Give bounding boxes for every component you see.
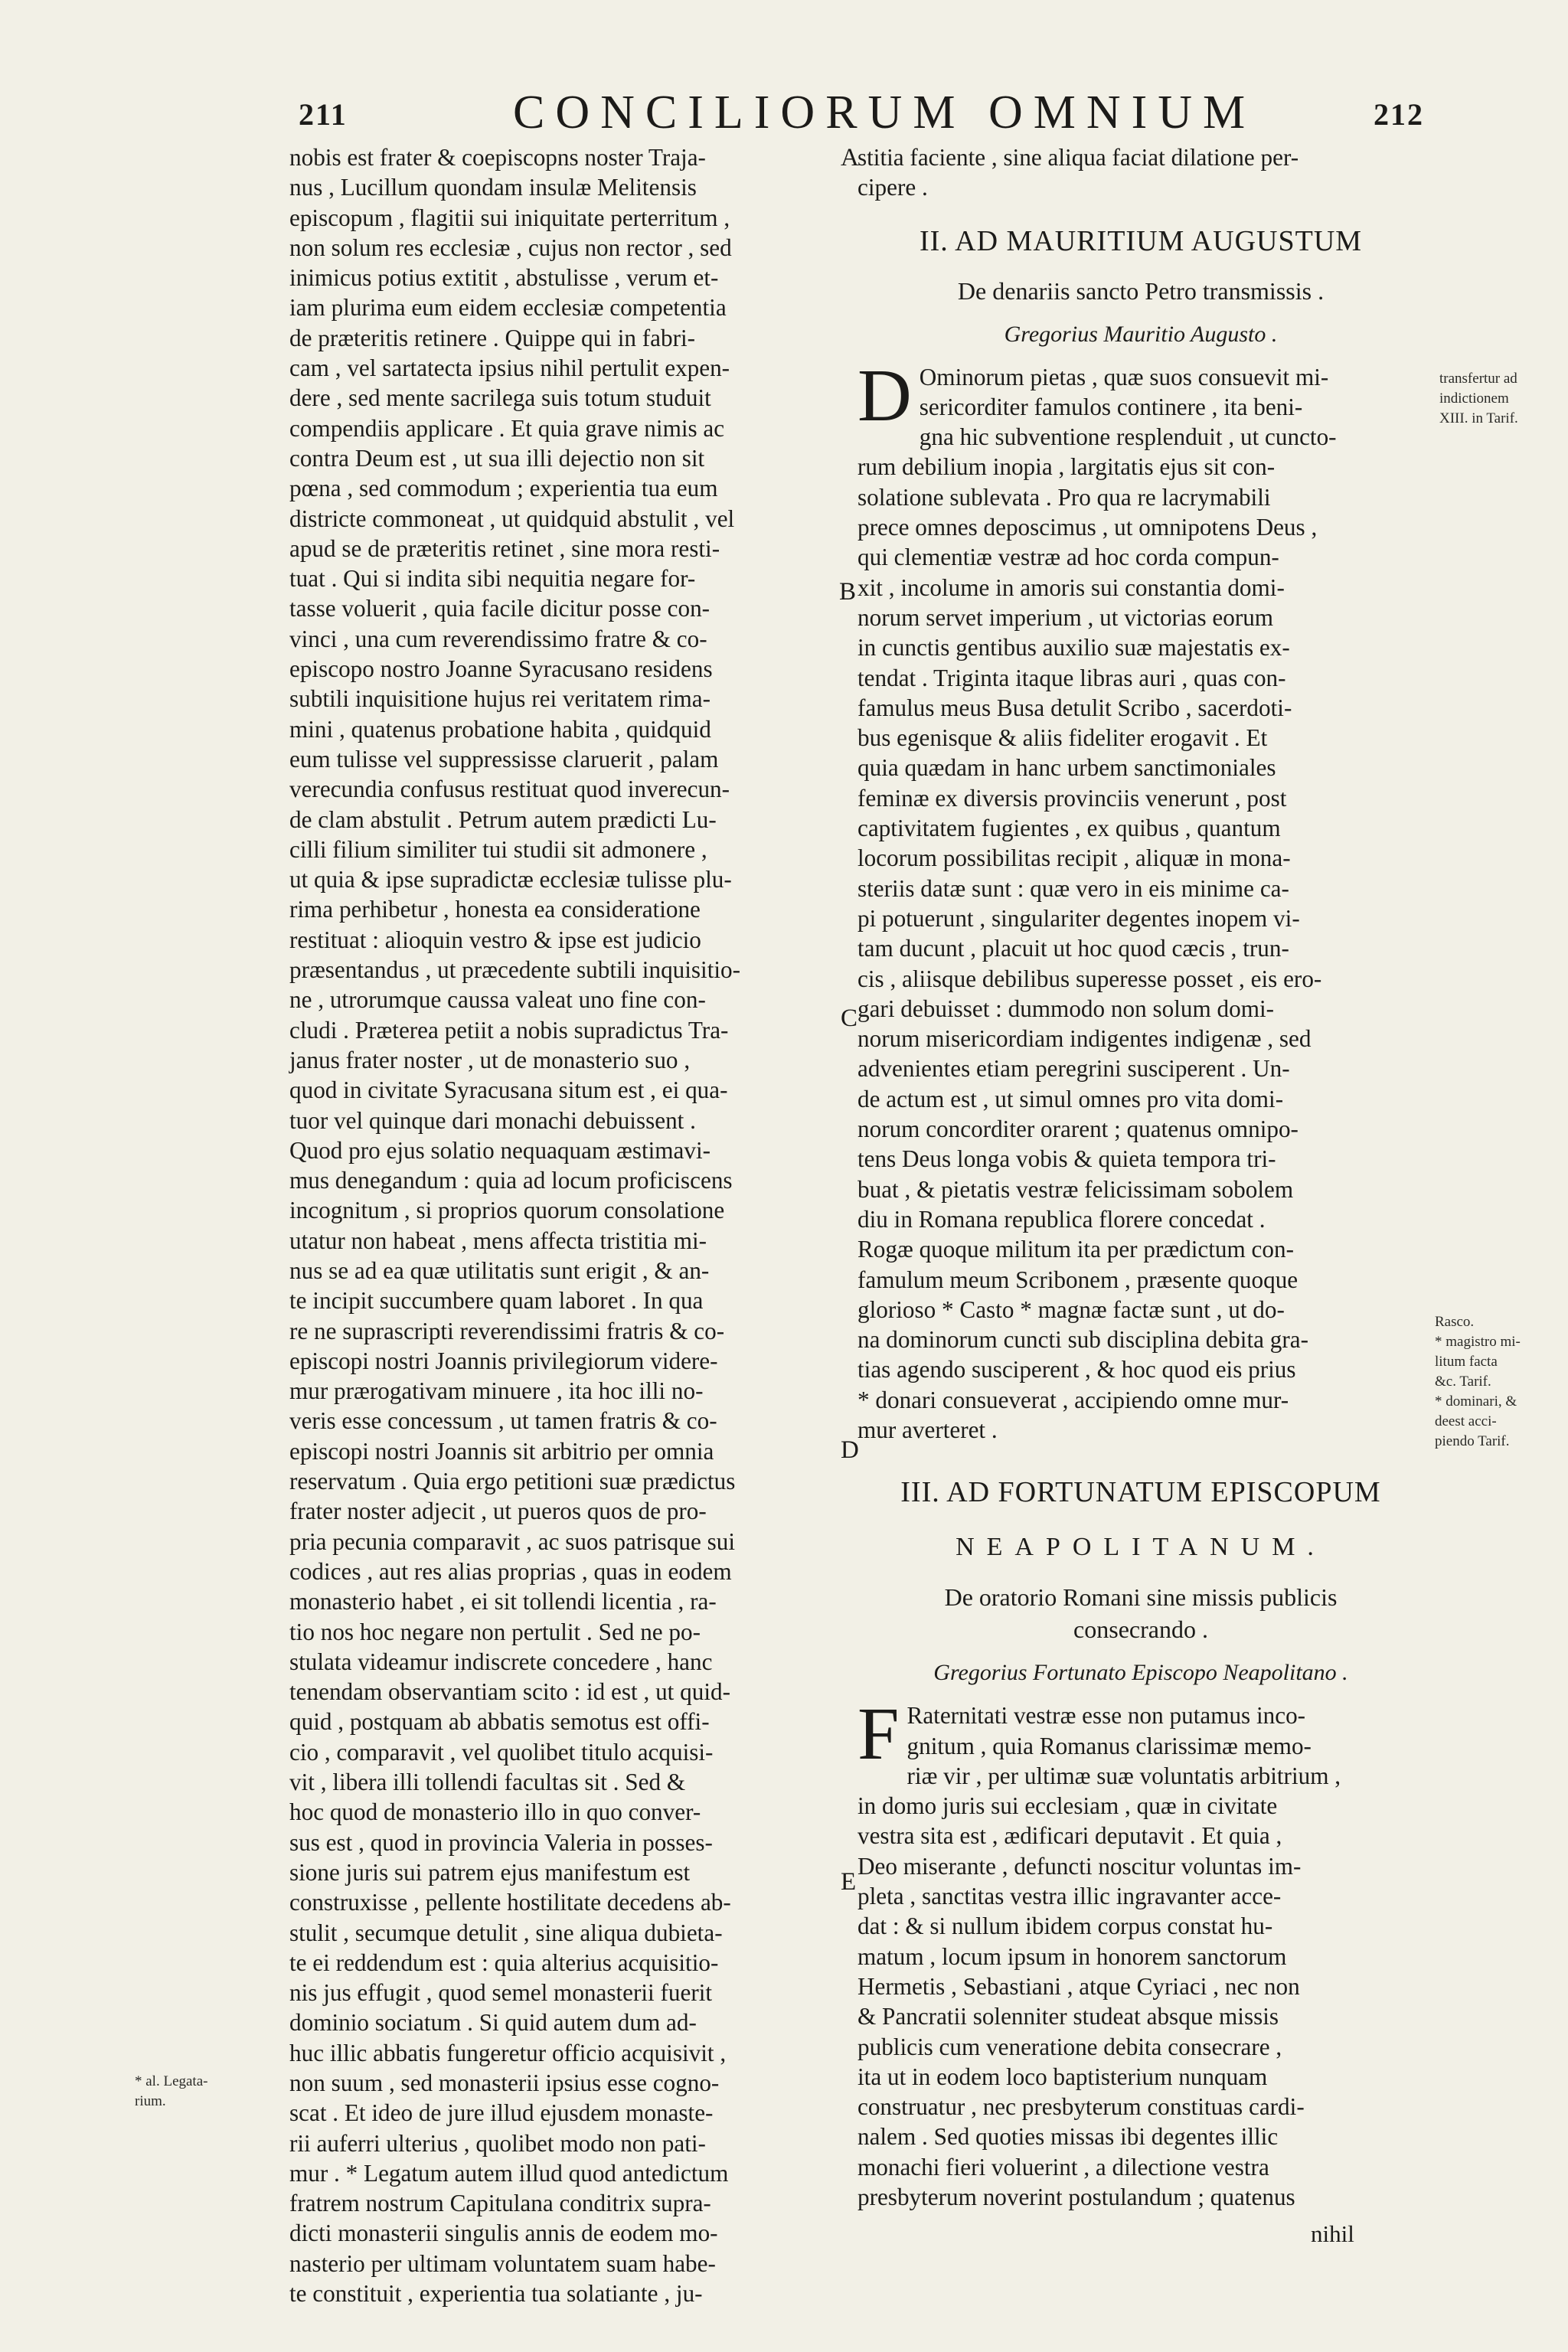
text-line: norum servet imperium , ut victorias eorum	[858, 603, 1274, 631]
text-line: apud se de præteritis retinet , sine mora resti-	[289, 534, 720, 562]
text-line: re ne suprascripti reverendissimi fratris & co-	[289, 1317, 725, 1344]
margin-note-legatarium: * al. Legata- rium.	[135, 2073, 208, 2109]
section-marker-e: E	[841, 1868, 857, 1896]
text-line: quia quædam in hanc urbem sanctimoniales	[858, 754, 1276, 782]
text-line: famulus meus Busa detulit Scribo , sacerdoti-	[858, 694, 1292, 721]
text-line: steriis datæ sunt : quæ vero in eis minime ca-	[858, 874, 1289, 902]
text-line: veris esse concessum , ut tamen fratris & co-	[289, 1407, 717, 1435]
text-line: Raternitati vestræ esse non putamus inco-	[906, 1702, 1306, 1730]
text-line: Rogæ quoque militum ita per prædictum con-	[858, 1236, 1294, 1263]
text-line: locorum possibilitas recipit , aliquæ in mona-	[858, 844, 1291, 872]
text-line: gnitum , quia Romanus clarissimæ memo-	[906, 1732, 1312, 1759]
right-column-continuation	[858, 142, 1424, 203]
page-number-left: 211	[299, 97, 348, 132]
text-line: rii auferri ulterius , quolibet modo non pati-	[289, 2129, 706, 2157]
text-line: verecundia confusus restituat quod inverecun-	[289, 776, 730, 803]
text-line: na dominorum cuncti sub disciplina debita gra-	[858, 1326, 1308, 1354]
section-marker-d: D	[841, 1436, 859, 1464]
text-line: tio nos hoc negare non pertulit . Sed ne po-	[289, 1618, 701, 1645]
section-subtitle-ii: De denariis sancto Petro transmissis .	[957, 276, 1325, 305]
text-line: nus se ad ea quæ utilitatis sunt erigit , & an-	[289, 1256, 710, 1284]
text-line: districte commoneat , ut quidquid abstulit , vel	[289, 505, 735, 532]
margin-note-transfertur: transfertur ad indictionem XIII. in Tarif.	[1439, 371, 1518, 426]
salutation-iii: Gregorius Fortunato Episcopo Neapolitano .	[933, 1660, 1348, 1686]
text-line: nis jus effugit , quod semel monasterii fuerit	[289, 1979, 713, 2007]
section-marker-c: C	[841, 1004, 858, 1032]
text-line: norum concorditer orarent ; quatenus omnipo-	[858, 1116, 1298, 1143]
text-line: sione juris sui patrem ejus manifestum est	[289, 1858, 691, 1886]
text-line: nobis est frater & coepiscopns noster Traja-	[289, 144, 706, 171]
text-line: bus egenisque & aliis fideliter erogavit . Et	[858, 724, 1268, 752]
text-line: hoc quod de monasterio illo in quo conver-	[289, 1798, 701, 1826]
text-line: Hermetis , Sebastiani , atque Cyriaci , nec non	[858, 1972, 1300, 2000]
text-line: te ei reddendum est : quia alterius acquisitio-	[289, 1949, 719, 1976]
page-number-right: 212	[1374, 97, 1424, 132]
text-line: publicis cum veneratione debita consecrare ,	[858, 2033, 1282, 2060]
text-line: inimicus potius extitit , abstulisse , verum et-	[289, 264, 719, 292]
text-line: monasterio habet , ei sit tollendi licentia , ra-	[289, 1588, 717, 1615]
text-line: ut quia & ipse supradictæ ecclesiæ tulisse plu-	[289, 866, 732, 893]
text-line: sericorditer famulos continere , ita beni-	[919, 393, 1303, 420]
text-line: feminæ ex diversis provinciis venerunt , post	[858, 784, 1287, 812]
text-line: famulum meum Scribonem , præsente quoque	[858, 1266, 1298, 1293]
text-line: reservatum . Quia ergo petitioni suæ prædictus	[289, 1468, 736, 1495]
text-line: pœna , sed commodum ; experientia tua eum	[289, 475, 718, 502]
text-line: de præteritis retinere . Quippe qui in fabri-	[289, 324, 696, 351]
text-line: episcopo nostro Joanne Syracusano residens	[289, 655, 713, 683]
text-line: huc illic abbatis fungeretur officio acquisivit ,	[289, 2039, 727, 2066]
text-line: pi potuerunt , singulariter degentes inopem vi-	[858, 904, 1300, 932]
running-header	[291, 86, 1424, 147]
text-line: te incipit succumbere quam laboret . In qua	[289, 1287, 704, 1315]
text-line: quid , postquam ab abbatis semotus est offi-	[289, 1708, 710, 1736]
text-line: cio , comparavit , vel quolibet titulo acquisi-	[289, 1738, 714, 1766]
text-line: vestra sita est , ædificari deputavit . Et quia ,	[858, 1822, 1282, 1850]
text-line: solatione sublevata . Pro qua re lacrymabili	[858, 483, 1271, 511]
text-line: scat . Et ideo de jure illud ejusdem monaste-	[289, 2099, 714, 2127]
section-marker-b: B	[839, 578, 857, 606]
text-line: pleta , sanctitas vestra illic ingravanter acce-	[858, 1883, 1282, 1910]
running-title: CONCILIORUM OMNIUM	[513, 87, 1256, 139]
text-line: & Pancratii solenniter studeat absque missis	[858, 2003, 1279, 2030]
section-subtitle-iii-line2: consecrando .	[1073, 1615, 1208, 1644]
drop-cap-f: F	[858, 1693, 900, 1776]
text-line: janus frater noster , ut de monasterio suo ,	[289, 1046, 691, 1073]
text-line: non solum res ecclesiæ , cujus non rector , sed	[289, 234, 732, 261]
section-body-ii	[858, 354, 1424, 1446]
text-line: vit , libera illi tollendi facultas sit . Sed &	[289, 1769, 686, 1796]
text-line: construxisse , pellente hostilitate decedens ab-	[289, 1889, 731, 1916]
text-line: sus est , quod in provincia Valeria in posses-	[289, 1828, 713, 1856]
text-line: diu in Romana republica florere concedat .	[858, 1205, 1266, 1233]
text-line: xit , incolume in amoris sui constantia domi-	[858, 573, 1285, 601]
text-line: Quod pro ejus solatio nequaquam æstimavi-	[289, 1136, 711, 1164]
text-line: cilli filium similiter tui studii sit admonere ,	[289, 835, 707, 863]
text-line: ne , utrorumque caussa valeat uno fine con-	[289, 986, 706, 1014]
text-line: stitia faciente , sine aliqua faciat dilatione per-	[858, 144, 1299, 171]
text-line: in domo juris sui ecclesiam , quæ in civitate	[858, 1792, 1278, 1820]
text-line: rum debilium inopia , largitatis ejus sit con-	[858, 453, 1276, 481]
text-line: monachi fieri voluerint , a dilectione vestra	[858, 2153, 1269, 2180]
text-line: episcopi nostri Joannis sit arbitrio per omnia	[289, 1437, 714, 1465]
text-line: buat , & pietatis vestræ felicissimam sobolem	[858, 1175, 1294, 1203]
text-line: iam plurima eum eidem ecclesiæ competentia	[289, 294, 727, 322]
text-line: dicti monasterii singulis annis de eodem mo-	[289, 2220, 718, 2247]
section-heading-ii: II. AD MAURITIUM AUGUSTUM	[919, 224, 1363, 257]
text-line: dominio sociatum . Si quid autem dum ad-	[289, 2009, 697, 2037]
text-line: mur prærogativam minuere , ita hoc illi no-	[289, 1377, 704, 1405]
text-line: prece omnes deposcimus , ut omnipotens Deus ,	[858, 514, 1318, 541]
text-line: utatur non habeat , mens affecta tristitia mi-	[289, 1227, 707, 1254]
text-line: riæ vir , per ultimæ suæ voluntatis arbitrium ,	[906, 1762, 1341, 1789]
text-line: episcopum , flagitii sui iniquitate perterritum ,	[289, 204, 730, 231]
text-line: compendiis applicare . Et quia grave nimis ac	[289, 414, 725, 442]
text-line: tens Deus longa vobis & quieta tempora tri-	[858, 1145, 1276, 1173]
text-line: pria pecunia comparavit , ac suos patrisque sui	[289, 1527, 735, 1555]
text-line: quod in civitate Syracusana situm est , ei qua-	[289, 1076, 728, 1104]
text-line: tasse voluerit , quia facile dicitur posse con-	[289, 595, 710, 622]
text-line: norum misericordiam indigentes indigenæ , sed	[858, 1025, 1312, 1053]
text-line: dat : & si nullum ibidem corpus constat hu-	[858, 1913, 1273, 1940]
text-line: nalem . Sed quoties missas ibi degentes illic	[858, 2123, 1279, 2151]
text-line: captivitatem fugientes , ex quibus , quantum	[858, 815, 1281, 842]
section-heading-iii: III. AD FORTUNATUM EPISCOPUM	[900, 1476, 1381, 1509]
text-line: cis , aliisque debilibus superesse posset , eis ero-	[858, 965, 1322, 992]
text-line: vinci , una cum reverendissimo fratre & co-	[289, 625, 707, 652]
text-line: frater noster adjecit , ut pueros quos de pro-	[289, 1498, 707, 1525]
text-line: gna hic subventione resplenduit , ut cuncto-	[919, 423, 1337, 451]
text-line: matum , locum ipsum in honorem sanctorum	[858, 1942, 1287, 1970]
text-line: episcopi nostri Joannis privilegiorum videre-	[289, 1347, 718, 1374]
text-line: glorioso * Casto * magnæ factæ sunt , ut do-	[858, 1295, 1285, 1323]
section-subtitle-iii-line1: De oratorio Romani sine missis publicis	[944, 1583, 1338, 1612]
text-line: tias agendo susciperent , & hoc quod eis prius	[858, 1356, 1296, 1383]
text-line: tendat . Triginta itaque libras auri , quas con-	[858, 664, 1286, 691]
text-line: construatur , nec presbyterum constituas cardi-	[858, 2093, 1305, 2121]
text-line: presbyterum noverint postulandum ; quatenus	[858, 2184, 1295, 2211]
drop-cap-d: D	[858, 354, 912, 437]
text-line: te constituit , experientia tua solatiante , ju-	[289, 2280, 703, 2308]
text-line: eum tulisse vel suppressisse claruerit , palam	[289, 745, 719, 773]
text-line: de clam abstulit . Petrum autem prædicti Lu-	[289, 805, 717, 833]
margin-note-rasco: Rasco. * magistro mi- litum facta &c. Tarif. * dominari, & deest acci- piendo Tarif.	[1435, 1314, 1521, 1449]
text-line: contra Deum est , ut sua illi dejectio non sit	[289, 444, 705, 472]
text-line: dere , sed mente sacrilega suis totum studuit	[289, 384, 711, 412]
text-line: stulit , secumque detulit , sine aliqua dubieta-	[289, 1919, 723, 1946]
text-line: cludi . Præterea petiit a nobis supradictus Tra-	[289, 1016, 729, 1044]
text-line: ita ut in eodem loco baptisterium nunquam	[858, 2063, 1268, 2090]
text-line: Deo miserante , defuncti noscitur voluntas im-	[858, 1852, 1302, 1880]
text-line: cam , vel sartatecta ipsius nihil pertulit expen-	[289, 354, 730, 382]
text-line: tuat . Qui si indita sibi nequitia negare for-	[289, 565, 696, 593]
section-heading-iii-line2: NEAPOLITANUM.	[956, 1533, 1326, 1562]
text-line: advenientes etiam peregrini susciperent . Un-	[858, 1055, 1290, 1083]
text-line: codices , aut res alias proprias , quas in eodem	[289, 1557, 732, 1585]
section-body-iii	[858, 1693, 1424, 2212]
left-column	[289, 142, 839, 2308]
text-line: stulata videamur indiscrete concedere , hanc	[289, 1648, 713, 1675]
text-line: * donari consueverat , accipiendo omne mur-	[858, 1386, 1289, 1413]
text-line: nasterio per ultimam voluntatem suam habe-	[289, 2249, 716, 2277]
right-column	[858, 142, 1424, 2212]
text-line: mus denegandum : quia ad locum proficiscens	[289, 1167, 733, 1194]
text-line: tam ducunt , placuit ut hoc quod cæcis , trun-	[858, 935, 1289, 962]
text-line: tenendam observantiam scito : id est , ut quid-	[289, 1678, 730, 1706]
text-line: incognitum , si proprios quorum consolatione	[289, 1197, 725, 1224]
text-line: fratrem nostrum Capitulana conditrix supra-	[289, 2190, 711, 2217]
text-line: mur averteret .	[858, 1416, 998, 1443]
text-line: in cunctis gentibus auxilio suæ majestatis ex-	[858, 634, 1290, 662]
text-line: non suum , sed monasterii ipsius esse cogno-	[289, 2069, 720, 2096]
text-line: cipere .	[858, 174, 928, 201]
text-line: rima perhibetur , honesta ea consideratione	[289, 896, 701, 923]
text-line: gari debuisset : dummodo non solum domi-	[858, 995, 1275, 1022]
text-line: mini , quatenus probatione habita , quidquid	[289, 715, 711, 743]
salutation-ii: Gregorius Mauritio Augusto .	[1004, 321, 1278, 347]
text-line: de actum est , ut simul omnes pro vita domi-	[858, 1085, 1284, 1112]
text-line: restituat : alioquin vestro & ipse est judicio	[289, 926, 701, 953]
text-line: mur . * Legatum autem illud quod antedictum	[289, 2159, 729, 2187]
section-marker-a: A	[841, 144, 859, 172]
text-line: tuor vel quinque dari monachi debuissent .	[289, 1106, 696, 1134]
catchword: nihil	[1311, 2220, 1354, 2247]
text-line: Ominorum pietas , quæ suos consuevit mi-	[919, 363, 1329, 390]
text-line: subtili inquisitione hujus rei veritatem rima-	[289, 685, 711, 713]
text-line: nus , Lucillum quondam insulæ Melitensis	[289, 174, 697, 201]
text-line: qui clementiæ vestræ ad hoc corda compun-	[858, 544, 1279, 571]
text-line: præsentandus , ut præcedente subtili inquisitio-	[289, 956, 741, 984]
